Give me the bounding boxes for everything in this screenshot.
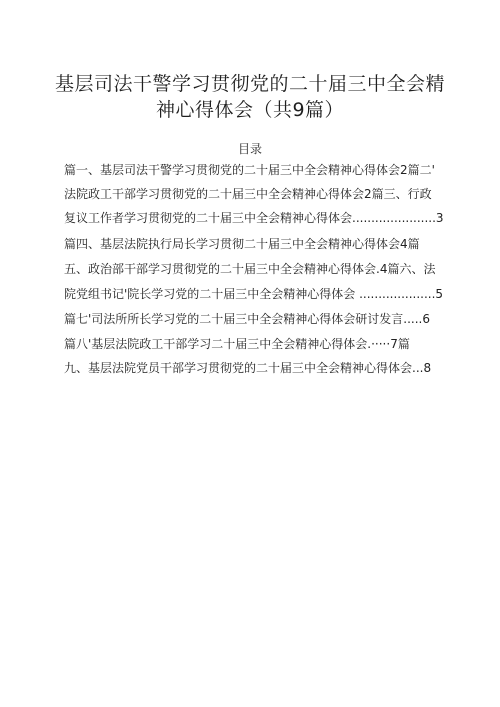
- toc-line-8: 篇八'基层法院政工干部学习二十届三中全会精神心得体会.·····7篇: [64, 337, 410, 351]
- toc-line-9: 九、基层法院党员干部学习贯彻党的二十届三中全会精神心得体会...8: [64, 361, 432, 375]
- toc-line-4: 篇四、基层法院执行局长学习贯彻二十届三中全会精神心得体会4篇: [64, 237, 420, 251]
- toc-line-2: 法院政工干部学习贯彻党的二十届三中全会精神心得体会2篇三、行政: [64, 187, 432, 201]
- toc-heading: 目录: [237, 142, 262, 156]
- toc-line-7: 篇七'司法所所长学习党的二十届三中全会精神心得体会研讨发言.....6: [64, 312, 431, 326]
- document-title-line-1: 基层司法干警学习贯彻党的二十届三中全会精: [54, 73, 445, 95]
- toc-line-1: 篇一、基层司法干警学习贯彻党的二十届三中全会精神心得体会2篇二': [64, 163, 435, 177]
- toc-line-6: 院党组书记'院长学习党的二十届三中全会精神心得体会 ....................5: [64, 287, 444, 301]
- document-title-line-2: 神心得体会（共9篇）: [155, 99, 345, 121]
- toc-line-5: 五、政治部干部学习贯彻党的二十届三中全会精神心得体会.4篇六、法: [64, 262, 436, 276]
- toc-line-3: 复议工作者学习贯彻党的二十届三中全会精神心得体会......................3: [64, 211, 444, 225]
